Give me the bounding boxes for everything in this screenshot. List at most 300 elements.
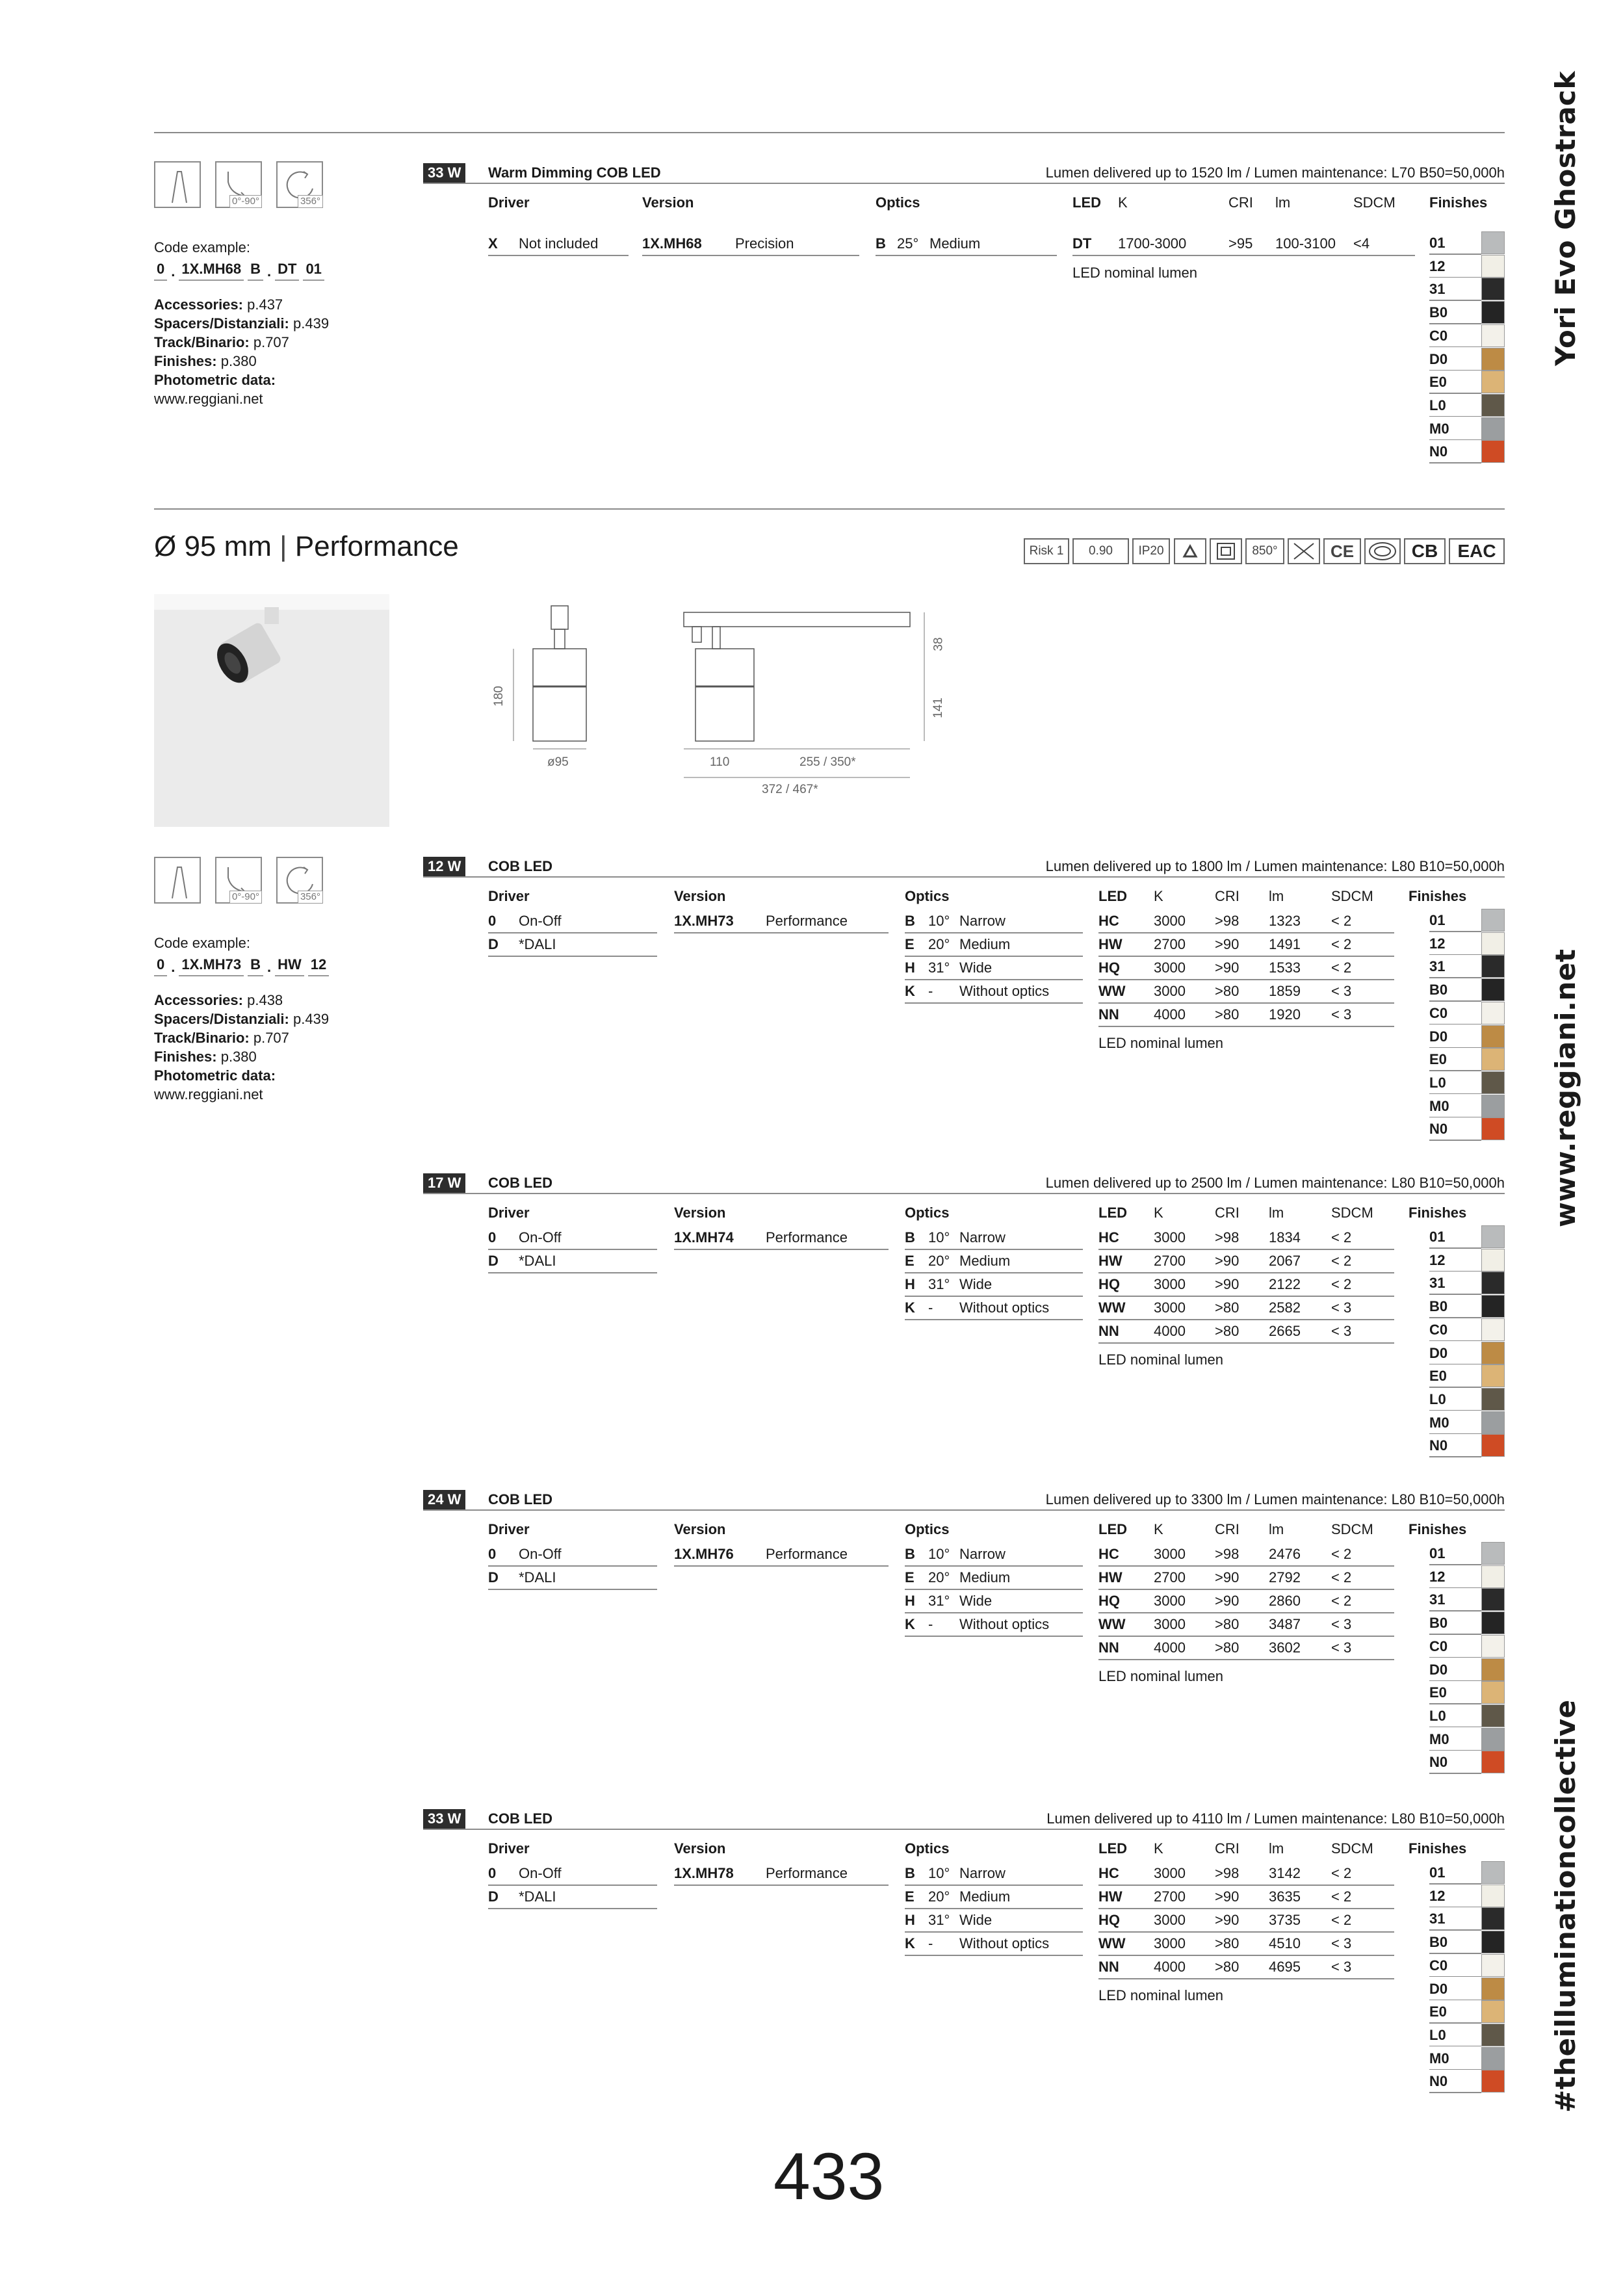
finish-code: 12: [1429, 935, 1446, 952]
no-insulation-icon: [1288, 538, 1320, 564]
block-title: COB LED: [488, 1810, 552, 1827]
header-k: K: [1154, 1521, 1163, 1537]
optics-code: K: [905, 1299, 915, 1316]
led-sdcm: < 3: [1331, 1299, 1352, 1316]
optics-name: Medium: [959, 1253, 1011, 1269]
finish-swatch: [1481, 1728, 1505, 1751]
finish-swatch: [1481, 371, 1505, 393]
optics-name: Wide: [959, 1276, 993, 1292]
led-cri: >90: [1215, 1912, 1240, 1928]
optics-angle: 31°: [928, 1593, 950, 1609]
led-code: WW: [1098, 1299, 1126, 1316]
led-k: 2700: [1154, 1888, 1186, 1905]
header-k: K: [1154, 1840, 1163, 1857]
optics-name: Narrow: [959, 913, 1006, 929]
rotation-label: 356°: [298, 195, 323, 208]
driver-name: On-Off: [519, 1229, 562, 1246]
led-lm: 100-3100: [1275, 235, 1336, 252]
driver-code: 0: [488, 1865, 497, 1881]
optics-name: Narrow: [959, 1546, 1006, 1562]
code-seg: 12: [308, 955, 329, 976]
finish-swatch: [1481, 1542, 1505, 1565]
optics-angle: -: [928, 1935, 933, 1951]
top-rule: [154, 132, 1505, 133]
led-k: 2700: [1154, 1569, 1186, 1585]
finish-code: 01: [1429, 1864, 1446, 1881]
optics-angle: 20°: [928, 1888, 950, 1905]
finish-code: D0: [1429, 1980, 1448, 1997]
power-badge: 33 W: [423, 1809, 465, 1829]
power-badge: 12 W: [423, 857, 465, 876]
header-finishes: Finishes: [1429, 194, 1488, 211]
led-code: HC: [1098, 1229, 1119, 1246]
header-led: LED: [1098, 1205, 1127, 1221]
optics-angle: 10°: [928, 913, 950, 929]
finish-swatch: [1481, 231, 1505, 254]
led-k: 3000: [1154, 1276, 1186, 1292]
led-code: HQ: [1098, 1276, 1120, 1292]
header-optics: Optics: [905, 1521, 950, 1537]
finish-code: C0: [1429, 1321, 1448, 1338]
header-finishes: Finishes: [1409, 1205, 1467, 1221]
led-lm: 2582: [1269, 1299, 1301, 1316]
led-cri: >80: [1215, 1616, 1240, 1632]
code-seg: 1X.MH73: [179, 955, 244, 976]
row-rule: [674, 932, 889, 933]
header-led: LED: [1098, 1521, 1127, 1537]
finish-code: 31: [1429, 958, 1446, 975]
optics-angle: 10°: [928, 1865, 950, 1881]
led-note: LED nominal lumen: [1098, 1351, 1223, 1368]
finish-code: L0: [1429, 397, 1446, 413]
led-lm: 1491: [1269, 936, 1301, 952]
row-rule: [905, 1002, 1083, 1004]
header-led: LED: [1098, 888, 1127, 904]
optics-angle: -: [928, 1299, 933, 1316]
finish-swatch: [1481, 932, 1505, 955]
led-cri: >80: [1215, 1639, 1240, 1656]
header-lm: lm: [1269, 1205, 1284, 1221]
version-code: 1X.MH68: [642, 235, 702, 252]
finish-code: E0: [1429, 1368, 1447, 1385]
finish-swatch: [1481, 1117, 1505, 1140]
row-rule: [674, 1249, 889, 1250]
version-name: Performance: [766, 1546, 848, 1562]
block-rule: [423, 183, 1505, 184]
ip-badge: IP20: [1132, 538, 1170, 564]
led-code: WW: [1098, 1616, 1126, 1632]
side-website[interactable]: www.reggiani.net: [1550, 948, 1581, 1227]
finish-code: B0: [1429, 1298, 1448, 1315]
dim-body-width: 110: [710, 755, 730, 769]
block-lumen: Lumen delivered up to 3300 lm / Lumen maintenance: L80 B10=50,000h: [1045, 1491, 1505, 1507]
led-sdcm: < 2: [1331, 959, 1352, 976]
finish-code: L0: [1429, 1390, 1446, 1407]
header-cri: CRI: [1215, 888, 1240, 904]
header-finishes: Finishes: [1409, 888, 1467, 904]
header-optics: Optics: [905, 1840, 950, 1857]
optics-angle: -: [928, 983, 933, 999]
code-seg: 0: [154, 259, 167, 281]
driver-name: On-Off: [519, 1546, 562, 1562]
finish-code: E0: [1429, 1684, 1447, 1701]
led-k: 3000: [1154, 1593, 1186, 1609]
optics-code: K: [905, 1935, 915, 1951]
finish-code: 12: [1429, 1887, 1446, 1904]
optics-angle: 20°: [928, 936, 950, 952]
led-lm: 2067: [1269, 1253, 1301, 1269]
led-k: 2700: [1154, 936, 1186, 952]
led-k: 3000: [1154, 913, 1186, 929]
led-cri: >98: [1215, 913, 1240, 929]
led-code: HQ: [1098, 1912, 1120, 1928]
optics-code: E: [905, 1569, 915, 1585]
finish-code: C0: [1429, 1957, 1448, 1974]
track-ref: Track/Binario: p.707: [154, 334, 289, 350]
led-sdcm: < 2: [1331, 1569, 1352, 1585]
driver-code: 0: [488, 1546, 497, 1562]
finish-code: M0: [1429, 1414, 1449, 1431]
code-dot: .: [266, 263, 272, 280]
led-lm: 1859: [1269, 983, 1301, 999]
finish-code: C0: [1429, 1004, 1448, 1021]
driver-code: D: [488, 1253, 499, 1269]
led-code: NN: [1098, 1006, 1119, 1023]
header-version: Version: [674, 1521, 726, 1537]
code-seg: B: [248, 259, 263, 281]
dim-diameter: ø95: [547, 755, 569, 769]
optics-angle: 20°: [928, 1253, 950, 1269]
led-sdcm: < 2: [1331, 1253, 1352, 1269]
optics-code: B: [876, 235, 886, 252]
block-title: COB LED: [488, 1491, 552, 1507]
finish-code: N0: [1429, 1754, 1448, 1771]
row-rule: [876, 255, 1057, 256]
optics-angle: 25°: [897, 235, 919, 252]
side-product-name: Yori Evo Ghostrack: [1550, 71, 1581, 366]
block-lumen: Lumen delivered up to 2500 lm / Lumen maintenance: L80 B10=50,000h: [1045, 1175, 1505, 1191]
header-lm: lm: [1269, 888, 1284, 904]
finish-swatch: [1481, 1954, 1505, 1977]
led-lm: 1533: [1269, 959, 1301, 976]
driver-name: *DALI: [519, 1569, 556, 1585]
dim-total-length: 372 / 467*: [762, 783, 818, 796]
finish-swatch: [1481, 1025, 1505, 1048]
led-cri: >90: [1215, 1569, 1240, 1585]
finish-swatch: [1481, 1588, 1505, 1611]
driver-name: On-Off: [519, 913, 562, 929]
led-cri: >98: [1215, 1546, 1240, 1562]
tilt-icon: [215, 161, 262, 208]
optics-code: B: [905, 1229, 915, 1246]
header-lm: lm: [1269, 1840, 1284, 1857]
photometric-link[interactable]: www.reggiani.net: [154, 391, 263, 407]
finish-swatch: [1481, 1611, 1505, 1634]
led-sdcm: < 2: [1331, 913, 1352, 929]
finish-swatch: [1481, 1681, 1505, 1704]
finish-code: L0: [1429, 1074, 1446, 1091]
finish-swatch: [1481, 1048, 1505, 1071]
led-lm: 4510: [1269, 1935, 1301, 1951]
finish-code: 31: [1429, 281, 1446, 298]
finish-code: E0: [1429, 374, 1447, 391]
version-name: Performance: [766, 913, 848, 929]
finish-code: B0: [1429, 1934, 1448, 1951]
finish-swatch: [1481, 440, 1505, 463]
block-lumen: Lumen delivered up to 4110 lm / Lumen maintenance: L80 B10=50,000h: [1046, 1810, 1505, 1827]
photometric-ref: Photometric data:: [154, 372, 276, 388]
optics-angle: 31°: [928, 1912, 950, 1928]
led-cri: >95: [1228, 235, 1253, 252]
led-code: HQ: [1098, 1593, 1120, 1609]
finish-code: B0: [1429, 982, 1448, 998]
header-k: K: [1154, 888, 1163, 904]
optics-code: B: [905, 1546, 915, 1562]
led-code: HW: [1098, 1253, 1123, 1269]
code-example: [154, 955, 329, 976]
led-cri: >90: [1215, 959, 1240, 976]
spacers-ref: Spacers/Distanziali: p.439: [154, 315, 330, 332]
optics-name: Narrow: [959, 1865, 1006, 1881]
finish-swatch: [1481, 1295, 1505, 1318]
rotation-icon: [276, 857, 323, 904]
led-k: 4000: [1154, 1959, 1186, 1975]
optics-angle: 10°: [928, 1229, 950, 1246]
header-optics: Optics: [905, 1205, 950, 1221]
finish-code: 31: [1429, 1911, 1446, 1927]
code-dot: .: [171, 263, 175, 280]
row-rule: [488, 956, 657, 957]
finish-swatch: [1481, 1434, 1505, 1457]
row-rule: [488, 1272, 657, 1273]
finish-swatch: [1481, 2024, 1505, 2046]
optics-name: Medium: [959, 1569, 1011, 1585]
row-rule: [488, 1885, 657, 1886]
main-left-info: [154, 933, 329, 1104]
finish-swatch: [1481, 909, 1505, 932]
optics-code: H: [905, 1276, 915, 1292]
row-rule: [642, 255, 859, 256]
led-sdcm: < 3: [1331, 1959, 1352, 1975]
led-lm: 2476: [1269, 1546, 1301, 1562]
header-sdcm: SDCM: [1331, 888, 1373, 904]
finish-code: B0: [1429, 1615, 1448, 1632]
finish-code: D0: [1429, 1661, 1448, 1678]
header-cri: CRI: [1215, 1205, 1240, 1221]
optics-name: Narrow: [959, 1229, 1006, 1246]
row-rule: [488, 1249, 657, 1250]
header-sdcm: SDCM: [1353, 194, 1396, 211]
section-rule: [154, 508, 1505, 510]
technical-drawing: [474, 598, 946, 813]
led-lm: 1323: [1269, 913, 1301, 929]
optics-name: Medium: [959, 1888, 1011, 1905]
led-lm: 3487: [1269, 1616, 1301, 1632]
photometric-ref: Photometric data:: [154, 1067, 276, 1084]
led-cri: >90: [1215, 1593, 1240, 1609]
header-version: Version: [674, 1205, 726, 1221]
optics-name: Medium: [959, 936, 1011, 952]
optics-code: H: [905, 1593, 915, 1609]
version-name: Precision: [735, 235, 794, 252]
led-sdcm: < 3: [1331, 983, 1352, 999]
finishes-ref: Finishes: p.380: [154, 1049, 257, 1065]
led-sdcm: < 2: [1331, 1276, 1352, 1292]
row-rule: [905, 1955, 1083, 1956]
row-rule: [488, 1589, 657, 1590]
led-k: 2700: [1154, 1253, 1186, 1269]
header-sdcm: SDCM: [1331, 1205, 1373, 1221]
optics-name: Without optics: [959, 1299, 1050, 1316]
finish-code: D0: [1429, 1344, 1448, 1361]
finish-swatch: [1481, 301, 1505, 324]
version-name: Performance: [766, 1865, 848, 1881]
optics-angle: 31°: [928, 959, 950, 976]
block-title: COB LED: [488, 858, 552, 874]
led-lm: 2792: [1269, 1569, 1301, 1585]
header-version: Version: [642, 194, 694, 211]
led-note: LED nominal lumen: [1098, 1035, 1223, 1051]
header-sdcm: SDCM: [1331, 1521, 1373, 1537]
row-rule: [674, 1565, 889, 1567]
driver-code: 0: [488, 1229, 497, 1246]
finish-code: M0: [1429, 1097, 1449, 1114]
finish-swatch: [1481, 1318, 1505, 1341]
risk-badge: Risk 1: [1024, 538, 1069, 564]
block-title: Warm Dimming COB LED: [488, 164, 661, 181]
row-rule: [1429, 2092, 1481, 2093]
led-lm: 2665: [1269, 1323, 1301, 1339]
led-k: 3000: [1154, 959, 1186, 976]
row-rule: [1098, 1659, 1394, 1660]
header-version: Version: [674, 888, 726, 904]
led-code: HW: [1098, 1569, 1123, 1585]
header-lm: lm: [1269, 1521, 1284, 1537]
finish-swatch: [1481, 1071, 1505, 1094]
led-cri: >80: [1215, 1959, 1240, 1975]
optics-code: E: [905, 1888, 915, 1905]
block-rule: [423, 876, 1505, 878]
finish-swatch: [1481, 1342, 1505, 1364]
code-seg: 1X.MH68: [179, 259, 244, 281]
block-rule: [423, 1193, 1505, 1194]
finish-code: D0: [1429, 350, 1448, 367]
driver-code: D: [488, 936, 499, 952]
led-k: 3000: [1154, 1616, 1186, 1632]
code-seg: B: [248, 955, 263, 976]
led-sdcm: < 3: [1331, 1935, 1352, 1951]
version-name: Performance: [766, 1229, 848, 1246]
finish-swatch: [1481, 1635, 1505, 1658]
finish-code: N0: [1429, 2073, 1448, 2090]
tilt-icon: [215, 857, 262, 904]
led-code: WW: [1098, 983, 1126, 999]
rotation-icon: [276, 161, 323, 208]
finish-swatch: [1481, 1272, 1505, 1294]
version-code: 1X.MH74: [674, 1229, 734, 1246]
photometric-link[interactable]: www.reggiani.net: [154, 1086, 263, 1102]
row-rule: [1429, 462, 1481, 463]
power-badge: 33 W: [423, 163, 465, 183]
finishes-ref: Finishes: p.380: [154, 353, 257, 369]
finish-code: 01: [1429, 1229, 1446, 1245]
led-k: 3000: [1154, 1546, 1186, 1562]
row-rule: [1429, 1456, 1481, 1457]
led-k: 4000: [1154, 1639, 1186, 1656]
row-rule: [1098, 1342, 1394, 1344]
led-k: 3000: [1154, 1912, 1186, 1928]
led-cri: >80: [1215, 1006, 1240, 1023]
beam-icon: [154, 857, 201, 904]
code-seg: DT: [275, 259, 299, 281]
power-badge: 24 W: [423, 1490, 465, 1509]
led-cri: >80: [1215, 1323, 1240, 1339]
finish-code: N0: [1429, 443, 1448, 460]
led-cri: >80: [1215, 1935, 1240, 1951]
finish-swatch: [1481, 1977, 1505, 2000]
optics-code: E: [905, 936, 915, 952]
finish-swatch: [1481, 1565, 1505, 1588]
finish-swatch: [1481, 255, 1505, 278]
optics-name: Without optics: [959, 1935, 1050, 1951]
driver-name: Not included: [519, 235, 599, 252]
optics-code: K: [905, 983, 915, 999]
driver-name: *DALI: [519, 1253, 556, 1269]
finish-code: E0: [1429, 2003, 1447, 2020]
led-code: HC: [1098, 913, 1119, 929]
eac-mark: EAC: [1449, 538, 1505, 564]
led-k: 3000: [1154, 1299, 1186, 1316]
led-sdcm: < 3: [1331, 1616, 1352, 1632]
accessories-ref: Accessories: p.437: [154, 296, 283, 313]
tilt-label: 0°-90°: [229, 891, 262, 904]
led-sdcm: < 3: [1331, 1006, 1352, 1023]
led-lm: 3735: [1269, 1912, 1301, 1928]
finish-code: 31: [1429, 1275, 1446, 1292]
header-led: LED: [1072, 194, 1101, 211]
led-code: HQ: [1098, 959, 1120, 976]
finish-code: N0: [1429, 1437, 1448, 1454]
optics-code: H: [905, 1912, 915, 1928]
rotation-label: 356°: [298, 891, 323, 904]
optics-name: Wide: [959, 959, 993, 976]
finish-swatch: [1481, 1704, 1505, 1727]
led-code: NN: [1098, 1323, 1119, 1339]
optics-code: H: [905, 959, 915, 976]
row-rule: [674, 1885, 889, 1886]
optics-angle: 20°: [928, 1569, 950, 1585]
header-led: LED: [1098, 1840, 1127, 1857]
led-sdcm: < 2: [1331, 1593, 1352, 1609]
led-sdcm: < 2: [1331, 936, 1352, 952]
beam-icon: [154, 161, 201, 208]
led-sdcm: < 3: [1331, 1323, 1352, 1339]
finish-code: 12: [1429, 1568, 1446, 1585]
header-driver: Driver: [488, 1521, 530, 1537]
temp-badge: 850°: [1245, 538, 1284, 564]
finish-swatch: [1481, 1364, 1505, 1387]
code-example-label: Code example:: [154, 935, 250, 951]
finish-swatch: [1481, 978, 1505, 1001]
led-note: LED nominal lumen: [1098, 1987, 1223, 2003]
led-lm: 3142: [1269, 1865, 1301, 1881]
led-lm: 1920: [1269, 1006, 1301, 1023]
finish-swatch: [1481, 1907, 1505, 1930]
led-sdcm: < 2: [1331, 1546, 1352, 1562]
led-lm: 1834: [1269, 1229, 1301, 1246]
led-cri: >80: [1215, 1299, 1240, 1316]
led-k: 3000: [1154, 1229, 1186, 1246]
